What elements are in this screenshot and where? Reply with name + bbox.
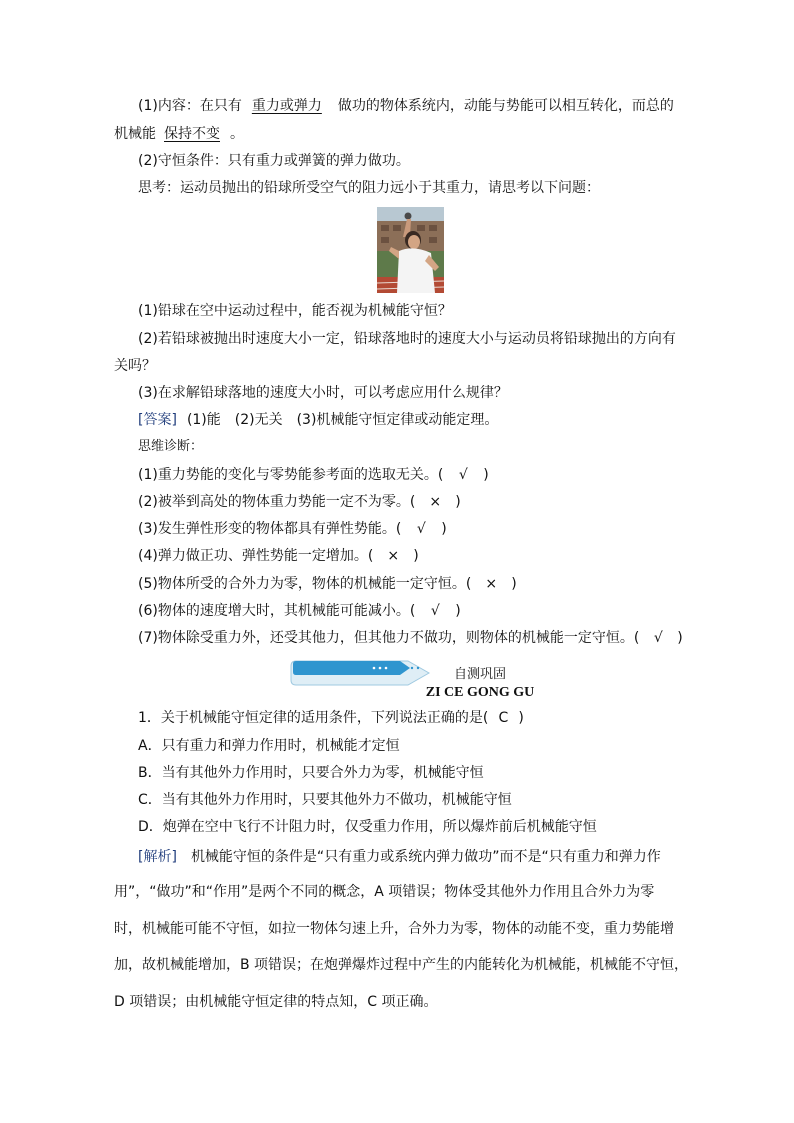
text-prefix: (1)内容：在只有 bbox=[138, 98, 242, 114]
blank-answer-1: 重力或弹力 bbox=[251, 98, 322, 114]
question-stem-text: 1．关于机械能守恒定律的适用条件，下列说法正确的是( bbox=[138, 710, 489, 726]
banner-pinyin: ZI CE GONG GU bbox=[425, 685, 535, 700]
diagnosis-item-text: (5)物体所受的合外力为零，物体的机械能一定守恒。( bbox=[138, 576, 472, 592]
question-1: (1)铅球在空中运动过程中，能否视为机械能守恒？ bbox=[138, 303, 452, 319]
shot-put-photo-graphic bbox=[377, 207, 444, 293]
question-2-line2: 关吗？ bbox=[114, 358, 156, 374]
analysis-tag: [解析] bbox=[138, 849, 177, 865]
question-2-line1: (2)若铅球被抛出时速度大小一定，铅球落地时的速度大小与运动员将铅球抛出的方向有 bbox=[138, 331, 676, 347]
diagnosis-close: ) bbox=[511, 576, 517, 592]
answer-line bbox=[138, 410, 498, 430]
question-stem bbox=[138, 708, 524, 728]
text-prefix: 机械能 bbox=[114, 126, 156, 142]
diagnosis-close: ) bbox=[441, 521, 447, 537]
section-banner bbox=[290, 660, 430, 686]
diagnosis-item bbox=[138, 601, 461, 621]
answer-text: (1)能 (2)无关 (3)机械能守恒定律或动能定理。 bbox=[186, 412, 499, 428]
diagnosis-item-text: (7)物体除受重力外，还受其他力，但其他力不做功，则物体的机械能一定守恒。( bbox=[138, 630, 640, 646]
question-answer: C bbox=[498, 710, 509, 726]
diagnosis-item bbox=[138, 465, 489, 485]
answer-tag: [答案] bbox=[138, 412, 177, 428]
diagnosis-item bbox=[138, 574, 517, 594]
banner-graphic bbox=[290, 660, 430, 686]
analysis-line-5: D 项错误；由机械能守恒定律的特点知，C 项正确。 bbox=[114, 994, 438, 1010]
diagnosis-mark: √ bbox=[416, 521, 426, 537]
diagnosis-close: ) bbox=[455, 603, 461, 619]
diagnosis-close: ) bbox=[455, 494, 461, 510]
option-d: D．炮弹在空中飞行不计阻力时，仅受重力作用，所以爆炸前后机械能守恒 bbox=[138, 819, 597, 835]
think-prompt: 思考：运动员抛出的铅球所受空气的阻力远小于其重力，请思考以下问题： bbox=[138, 180, 600, 196]
diagnosis-item bbox=[138, 492, 461, 512]
analysis-line-4: 加，故机械能增加，B 项错误；在炮弹爆炸过程中产生的内能转化为机械能，机械能不守恒， bbox=[114, 957, 689, 973]
diagnosis-item-text: (1)重力势能的变化与零势能参考面的选取无关。( bbox=[138, 467, 444, 483]
diagnosis-mark: × bbox=[387, 548, 400, 564]
analysis-line-1 bbox=[138, 840, 706, 875]
diagnosis-item bbox=[138, 628, 683, 648]
diagnosis-item-text: (4)弹力做正功、弹性势能一定增加。( bbox=[138, 548, 374, 564]
option-a: A．只有重力和弹力作用时，机械能才定恒 bbox=[138, 738, 400, 754]
diagnosis-title: 思维诊断： bbox=[138, 439, 204, 454]
text-end: 。 bbox=[230, 126, 244, 142]
question-3: (3)在求解铅球落地的速度大小时，可以考虑应用什么规律？ bbox=[138, 385, 508, 401]
diagnosis-mark: √ bbox=[458, 467, 468, 483]
shot-put-photo bbox=[377, 207, 444, 293]
diagnosis-item-text: (3)发生弹性形变的物体都具有弹性势能。( bbox=[138, 521, 402, 537]
analysis-line-3: 时，机械能可能不守恒，如拉一物体匀速上升，合外力为零，物体的动能不变，重力势能增 bbox=[114, 921, 674, 937]
content-paragraph-line2 bbox=[114, 124, 244, 144]
conservation-condition: (2)守恒条件：只有重力或弹簧的弹力做功。 bbox=[138, 153, 410, 169]
diagnosis-mark: × bbox=[429, 494, 442, 510]
diagnosis-mark: × bbox=[485, 576, 498, 592]
diagnosis-item-text: (2)被举到高处的物体重力势能一定不为零。( bbox=[138, 494, 416, 510]
diagnosis-item bbox=[138, 519, 447, 539]
diagnosis-item bbox=[138, 546, 419, 566]
analysis-line-2: 用”，“做功”和“作用”是两个不同的概念，A 项错误；物体受其他外力作用且合外力为零 bbox=[114, 884, 655, 900]
analysis-text: 机械能守恒的条件是“只有重力或系统内弹力做功”而不是“只有重力和弹力作 bbox=[190, 849, 661, 865]
question-stem-close: ) bbox=[518, 710, 524, 726]
diagnosis-mark: √ bbox=[653, 630, 663, 646]
option-c: C．当有其他外力作用时，只要其他外力不做功，机械能守恒 bbox=[138, 792, 512, 808]
diagnosis-mark: √ bbox=[430, 603, 440, 619]
option-b: B．当有其他外力作用时，只要合外力为零，机械能守恒 bbox=[138, 765, 484, 781]
content-paragraph-line1 bbox=[138, 96, 674, 116]
diagnosis-close: ) bbox=[413, 548, 419, 564]
blank-answer-2: 保持不变 bbox=[164, 126, 220, 142]
diagnosis-close: ) bbox=[483, 467, 489, 483]
diagnosis-close: ) bbox=[677, 630, 683, 646]
diagnosis-item-text: (6)物体的速度增大时，其机械能可能减小。( bbox=[138, 603, 416, 619]
text-mid: 做功的物体系统内，动能与势能可以相互转化，而总的 bbox=[337, 98, 674, 114]
banner-title: 自测巩固 bbox=[453, 667, 506, 682]
